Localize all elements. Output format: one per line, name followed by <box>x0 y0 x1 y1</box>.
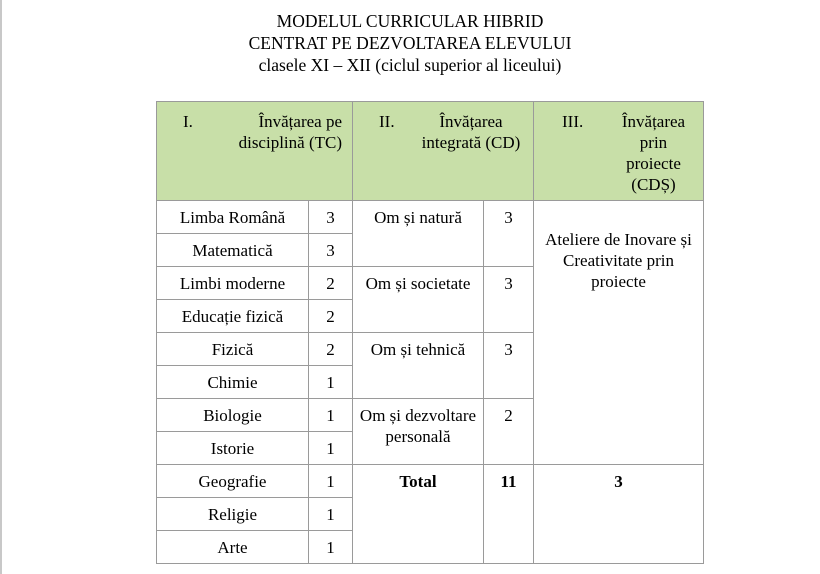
subject-hours: 3 <box>309 234 353 267</box>
header-tc-number: I. <box>183 112 193 131</box>
subject-hours: 1 <box>309 399 353 432</box>
subject-name: Fizică <box>157 333 309 366</box>
table-header-row <box>157 102 704 201</box>
subject-name: Arte <box>157 531 309 564</box>
subject-name: Limba Română <box>157 201 309 234</box>
header-tc <box>157 102 353 201</box>
header-cds-label: Învățarea prin proiecte (CDȘ) <box>621 112 686 194</box>
window-edge <box>0 0 2 574</box>
projects-cell: Ateliere de Inovare și Creativitate prin proiecte <box>534 201 704 465</box>
subject-hours: 1 <box>309 531 353 564</box>
total-cd-hours: 11 <box>484 465 534 564</box>
integrated-hours: 3 <box>484 333 534 399</box>
title-line-3: clasele XI – XII (ciclul superior al liceului) <box>258 55 562 75</box>
subject-name: Chimie <box>157 366 309 399</box>
table-row <box>157 465 704 498</box>
subject-hours: 1 <box>309 366 353 399</box>
subject-name: Geografie <box>157 465 309 498</box>
header-cds-number: III. <box>562 112 584 131</box>
subject-name: Limbi moderne <box>157 267 309 300</box>
subject-name: Religie <box>157 498 309 531</box>
header-cd-number: II. <box>379 112 395 131</box>
curriculum-table <box>156 101 704 564</box>
table-row <box>157 201 704 234</box>
subject-hours: 1 <box>309 465 353 498</box>
header-cd <box>353 102 534 201</box>
subject-hours: 1 <box>309 498 353 531</box>
subject-hours: 1 <box>309 432 353 465</box>
integrated-hours: 3 <box>484 267 534 333</box>
integrated-hours: 3 <box>484 201 534 267</box>
subject-hours: 2 <box>309 333 353 366</box>
subject-hours: 2 <box>309 267 353 300</box>
header-tc-label: Învățarea pe disciplină (TC) <box>238 112 342 152</box>
total-label: Total <box>353 465 484 564</box>
integrated-name: Om și societate <box>353 267 484 333</box>
integrated-name: Om și natură <box>353 201 484 267</box>
subject-name: Biologie <box>157 399 309 432</box>
title-line-1: MODELUL CURRICULAR HIBRID <box>276 11 544 31</box>
integrated-name: Om și tehnică <box>353 333 484 399</box>
total-cds-hours: 3 <box>534 465 704 564</box>
header-cd-label: Învățarea integrată (CD) <box>421 112 521 152</box>
subject-hours: 3 <box>309 201 353 234</box>
subject-hours: 2 <box>309 300 353 333</box>
integrated-hours: 2 <box>484 399 534 465</box>
subject-name: Educație fizică <box>157 300 309 333</box>
title-line-2: CENTRAT PE DEZVOLTAREA ELEVULUI <box>248 33 572 53</box>
subject-name: Istorie <box>157 432 309 465</box>
subject-name: Matematică <box>157 234 309 267</box>
integrated-name: Om și dezvoltare personală <box>353 399 484 465</box>
document-title <box>0 10 820 76</box>
header-cds <box>534 102 704 201</box>
